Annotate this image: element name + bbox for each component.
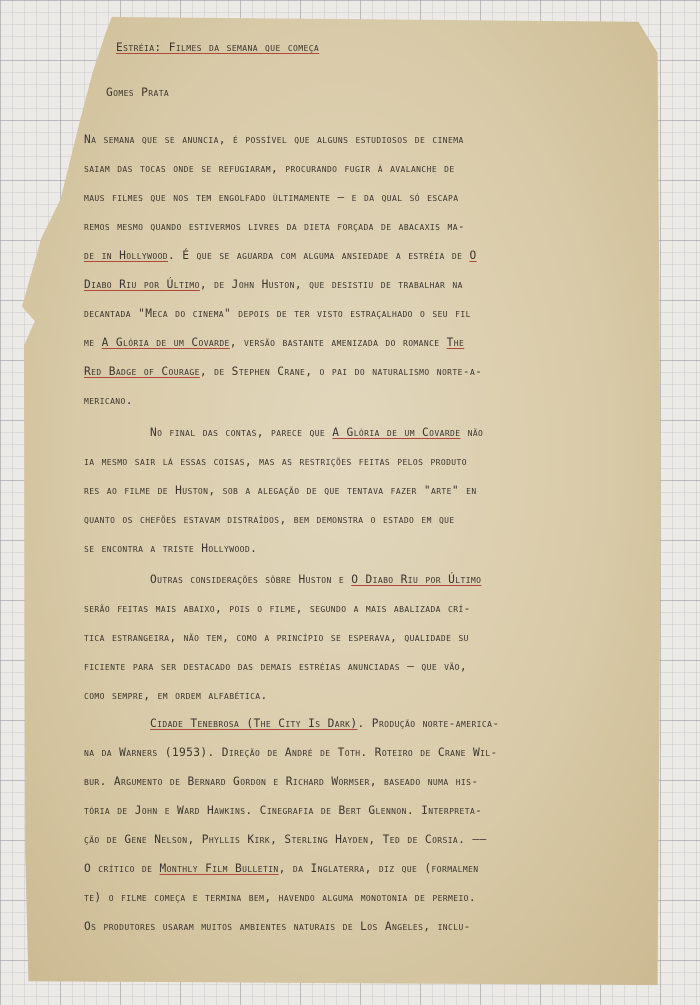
text-line: remos mesmo quando estivermos livres da dieta forçada de abacaxis ma- xyxy=(84,220,466,233)
text-line: maus filmes que nos tem engolfado ùltimamente — e da qual só escapa xyxy=(84,191,459,204)
text-line: decantada "Meca do cinema" depois de ter visto estraçalhado o seu fil xyxy=(84,307,471,320)
text-line: me A Glória de um Covarde, versão bastante amenizada do romance The xyxy=(84,336,465,349)
text-line: quanto os chefões estavam distraídos, bem demonstra o estado em que xyxy=(84,513,455,526)
text-line: ção de Gene Nelson, Phyllis Kirk, Sterling Hayden, Ted de Corsia. —— xyxy=(84,833,487,846)
text-line: como sempre, em ordem alfabética. xyxy=(84,689,268,702)
document-heading: Estréia: Filmes da semana que começa xyxy=(116,41,320,54)
text-line: Diabo Riu por Último, de John Huston, que desistiu de trabalhar na xyxy=(84,278,463,291)
text-line: bur. Argumento de Bernard Gordon e Richard Wormser, baseado numa his- xyxy=(84,775,479,788)
text-line: Os produtores usaram muitos ambientes naturais de Los Angeles, inclu- xyxy=(84,920,471,933)
text-line: No final das contas, parece que A Glória de um Covarde não xyxy=(150,426,484,439)
text-line: tória de John e Ward Hawkins. Cinegrafia de Bert Glennon. Interpreta- xyxy=(84,804,483,817)
text-line: se encontra a triste Hollywood. xyxy=(84,542,258,555)
text-line: Cidade Tenebrosa (The City Is Dark). Produção norte-america- xyxy=(150,717,500,730)
text-line: ficiente para ser destacado das demais estréias anunciadas — que vão, xyxy=(84,660,467,673)
text-line: na da Warners (1953). Direção de André de Toth. Roteiro de Crane Wil- xyxy=(84,746,498,759)
text-line: ia mesmo sair lá essas coisas, mas as restrições feitas pelos produto xyxy=(84,455,467,468)
text-line: Outras considerações sôbre Huston e O Diabo Riu por Último xyxy=(150,573,482,586)
text-line: res ao filme de Huston, sob a alegação de que tentava fazer "arte" en xyxy=(84,484,477,497)
text-line: O crítico de Monthly Film Bulletin, da Inglaterra, diz que (formalmen xyxy=(84,862,479,875)
text-line: mericano. xyxy=(84,394,133,407)
text-line: Red Badge of Courage, de Stephen Crane, o pai do naturalismo norte-a- xyxy=(84,365,483,378)
text-line: saiam das tocas onde se refugiaram, procurando fugir à avalanche de xyxy=(84,162,455,175)
text-line: tica estrangeira, não tem, como a princípio se esperava, qualidade su xyxy=(84,631,469,644)
text-line: de in Hollywood. É que se aguarda com alguma ansiedade a estréia de O xyxy=(84,249,477,262)
text-line: Na semana que se anuncia, é possível que alguns estudiosos de cinema xyxy=(84,133,464,146)
author-name: Gomes Prata xyxy=(106,86,170,99)
text-line: te) o filme começa e termina bem, havendo alguma monotonia de permeio. xyxy=(84,891,477,904)
text-line: serão feitas mais abaixo, pois o filme, segundo a mais abalizada crí- xyxy=(84,602,471,615)
